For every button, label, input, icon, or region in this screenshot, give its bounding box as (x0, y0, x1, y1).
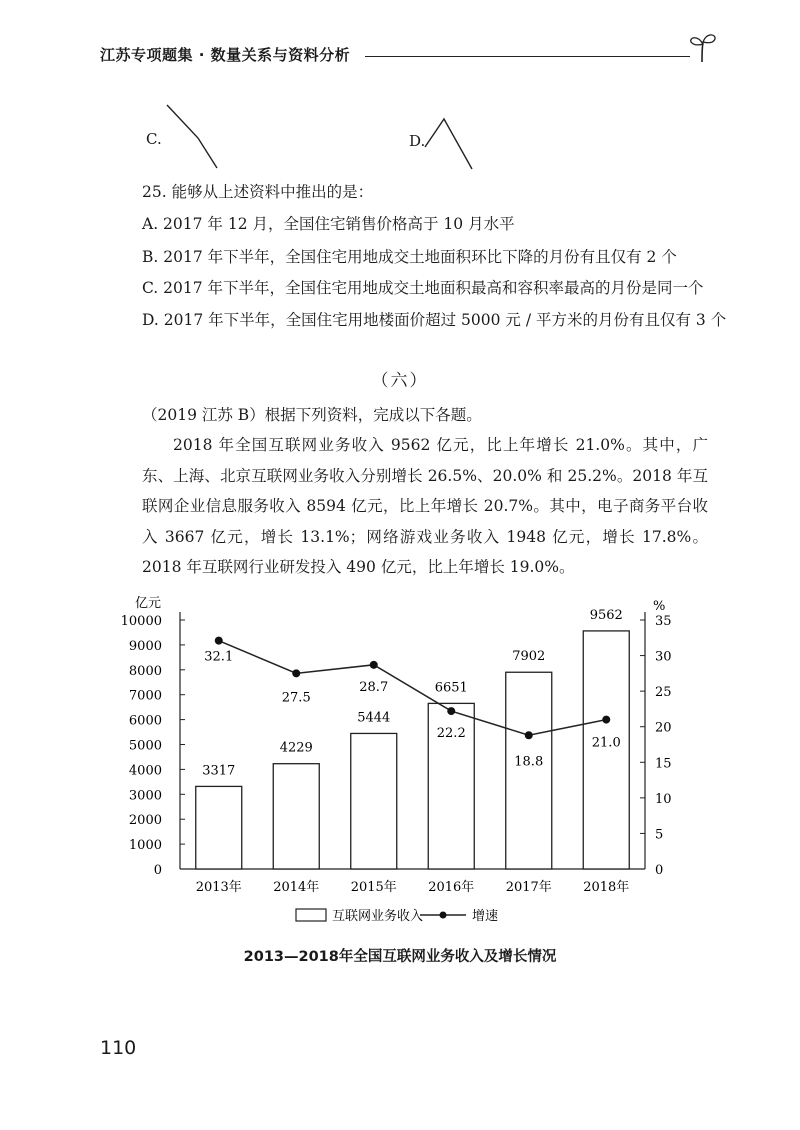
y-left-tick-label: 5000 (128, 738, 162, 754)
x-tick-label: 2016年 (428, 880, 475, 895)
question-25-option-b: B. 2017 年下半年，全国住宅用地成交土地面积环比下降的月份有且仅有 2 个 (142, 248, 677, 266)
y-right-tick-label: 25 (655, 685, 672, 701)
growth-point (215, 637, 223, 645)
bar-value-label: 3317 (202, 763, 236, 779)
growth-value-label: 18.8 (514, 754, 544, 770)
bar (351, 733, 397, 869)
bar (506, 672, 552, 869)
x-tick-label: 2013年 (195, 880, 242, 895)
bar-value-label: 9562 (589, 607, 623, 623)
y-axis-right-label: % (653, 599, 666, 614)
y-left-tick-label: 3000 (128, 788, 162, 804)
x-tick-label: 2015年 (350, 880, 397, 895)
y-left-tick-label: 2000 (128, 813, 162, 829)
question-25-option-d: D. 2017 年下半年，全国住宅用地楼面价超过 5000 元 / 平方米的月份有且仅有 3 个 (142, 311, 727, 329)
bar (273, 764, 319, 869)
legend-bar-label: 互联网业务收入 (332, 909, 424, 924)
option-d-figure (420, 115, 480, 173)
growth-point (525, 731, 533, 739)
growth-point (447, 707, 455, 715)
question-25-stem: 25. 能够从上述资料中推出的是： (142, 183, 374, 201)
y-axis-left-label: 亿元 (135, 596, 162, 611)
header-rule (365, 56, 690, 57)
option-c-label: C. (146, 130, 162, 148)
section-title: （六） (371, 371, 429, 391)
y-left-tick-label: 10000 (120, 614, 162, 629)
y-left-tick-label: 0 (153, 863, 162, 878)
y-right-tick-label: 35 (655, 614, 672, 629)
sprout-icon (688, 30, 718, 64)
running-header: 江苏专项题集 · 数量关系与资料分析 (100, 46, 351, 64)
y-right-tick-label: 15 (655, 756, 672, 772)
y-right-tick-label: 5 (655, 827, 664, 843)
growth-point (602, 716, 610, 724)
y-left-tick-label: 8000 (128, 663, 162, 679)
y-left-tick-label: 9000 (128, 638, 162, 654)
option-d-label: D. (409, 132, 426, 150)
section-intro: （2019 江苏 B）根据下列资料，完成以下各题。 (142, 406, 482, 424)
y-left-tick-label: 6000 (128, 713, 162, 729)
internet-revenue-chart (0, 590, 800, 940)
legend-line-marker (440, 912, 447, 919)
bar-value-label: 6651 (434, 680, 468, 696)
y-right-tick-label: 10 (655, 791, 672, 807)
question-25-option-a: A. 2017 年 12 月，全国住宅销售价格高于 10 月水平 (142, 215, 515, 233)
question-25-option-c: C. 2017 年下半年，全国住宅用地成交土地面积最高和容积率最高的月份是同一个 (142, 279, 704, 297)
bar-value-label: 5444 (357, 710, 391, 726)
growth-value-label: 28.7 (359, 679, 389, 695)
growth-value-label: 27.5 (281, 690, 311, 706)
chart-title: 2013—2018年全国互联网业务收入及增长情况 (243, 949, 557, 965)
x-tick-label: 2017年 (505, 880, 552, 895)
y-left-tick-label: 1000 (128, 838, 162, 854)
x-tick-label: 2018年 (583, 880, 630, 895)
y-left-tick-label: 4000 (128, 763, 162, 779)
y-right-tick-label: 20 (655, 720, 672, 736)
growth-value-label: 21.0 (591, 735, 621, 751)
data-paragraph: 2018 年全国互联网业务收入 9562 亿元，比上年增长 21.0%。其中，广东、上海、北京互联网业务收入分别增长 26.5%、20.0% 和 25.2%。2018 年互联网企业信息服务收入 8594 亿元，比上年增长 20.7%。其中，电子商务平台收入 3667 亿元，增长 13.1%；网络游戏业务收入 1948 亿元，增长 17.8%。2018 年互联网行业研发投入 490 亿元，比上年增长 19.0%。 (142, 436, 708, 576)
y-right-tick-label: 30 (655, 649, 672, 665)
bar-value-label: 4229 (279, 740, 313, 756)
bar (196, 786, 242, 869)
y-left-tick-label: 7000 (128, 688, 162, 704)
y-right-tick-label: 0 (655, 863, 664, 878)
bar-value-label: 7902 (512, 649, 546, 665)
option-c-figure (165, 100, 225, 172)
page-number: 110 (100, 1037, 137, 1059)
growth-value-label: 32.1 (204, 649, 234, 665)
legend-line-label: 增速 (472, 909, 499, 924)
legend-bar-swatch (296, 909, 326, 921)
x-tick-label: 2014年 (273, 880, 320, 895)
growth-point (370, 661, 378, 669)
growth-point (292, 669, 300, 677)
growth-value-label: 22.2 (436, 726, 466, 742)
